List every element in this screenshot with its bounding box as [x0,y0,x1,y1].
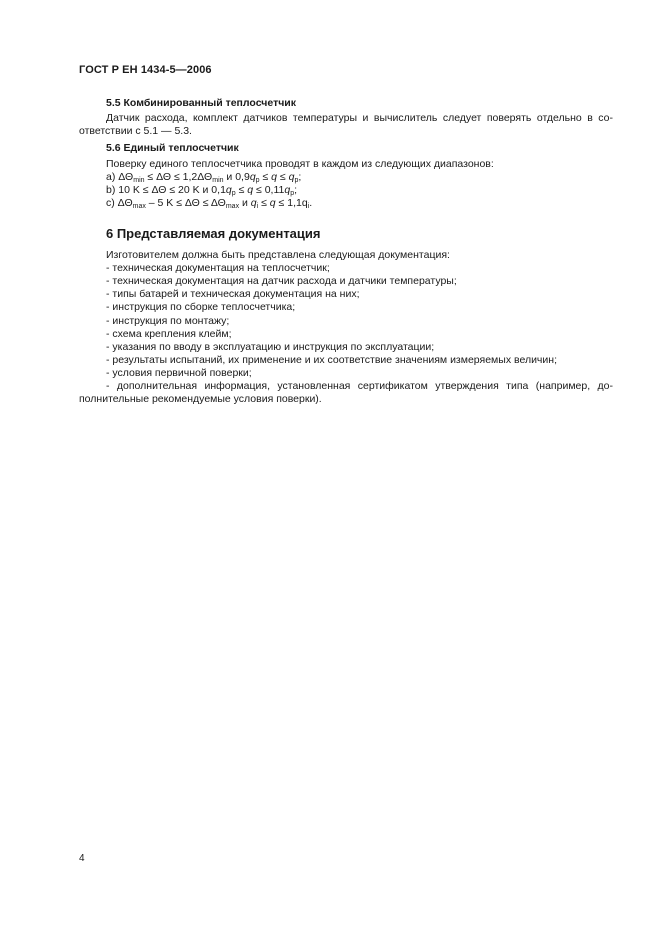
section-5-5 [79,97,613,138]
list-item: - техническая документация на датчик расхода и датчики температуры; [106,275,457,288]
section-5-5-title: 5.5 Комбинированный теплосчетчик [106,97,297,109]
page-number: 4 [79,853,85,864]
section-6-title: 6 Представляемая документация [106,226,321,241]
list-item: - дополнительная информация, установленная сертификатом утверждения типа (например, до-полнительные рекомендуемые условия поверки). [79,380,613,406]
documentation-list [79,262,613,406]
list-item: - схема крепления клейм; [106,327,232,340]
section-5-6-title: 5.6 Единый теплосчетчик [106,142,239,154]
list-item: - инструкция по монтажу; [106,314,230,327]
list-item: - типы батарей и техническая документация на них; [106,288,360,301]
range-a: a) $\Delta\Theta_{min} \le \Delta\Theta \le 1,2\Delta\Theta_{min}$ и $0,9q_p \le q \le q_p$; [106,171,302,185]
list-item: - условия первичной поверки; [106,366,252,379]
document-code-header: ГОСТ Р ЕН 1434-5—2006 [79,64,212,76]
list-item: - техническая документация на теплосчетчик; [106,262,330,275]
section-6-intro: Изготовителем должна быть представлена следующая документация: [106,249,450,262]
section-5-6 [79,142,613,210]
list-item: - инструкция по сборке теплосчетчика; [106,301,296,314]
range-c: c) $\Delta\Theta_{max} - 5$ $K \le \Delta\Theta \le \Delta\Theta_{max}$ и $q_i \le q \le 1,1q_i$. [106,197,313,211]
section-5-6-intro: Поверку единого теплосчетчика проводят в каждом из следующих диапазонов: [106,158,494,171]
range-b: b) 10 K ≤ ΔΘ ≤ 20 K и $0,1q_p \le q \le 0,11q_p$; [106,184,298,198]
section-5-5-text: Датчик расхода, комплект датчиков температуры и вычислитель следует поверять отдельно в со-ответствии с 5.1 — 5.3. [79,112,613,138]
list-item: - результаты испытаний, их применение и их соответствие значениям измеряемых величин; [106,353,557,366]
section-6 [79,227,613,406]
list-item: - указания по вводу в эксплуатацию и инструкция по эксплуатации; [106,340,435,353]
